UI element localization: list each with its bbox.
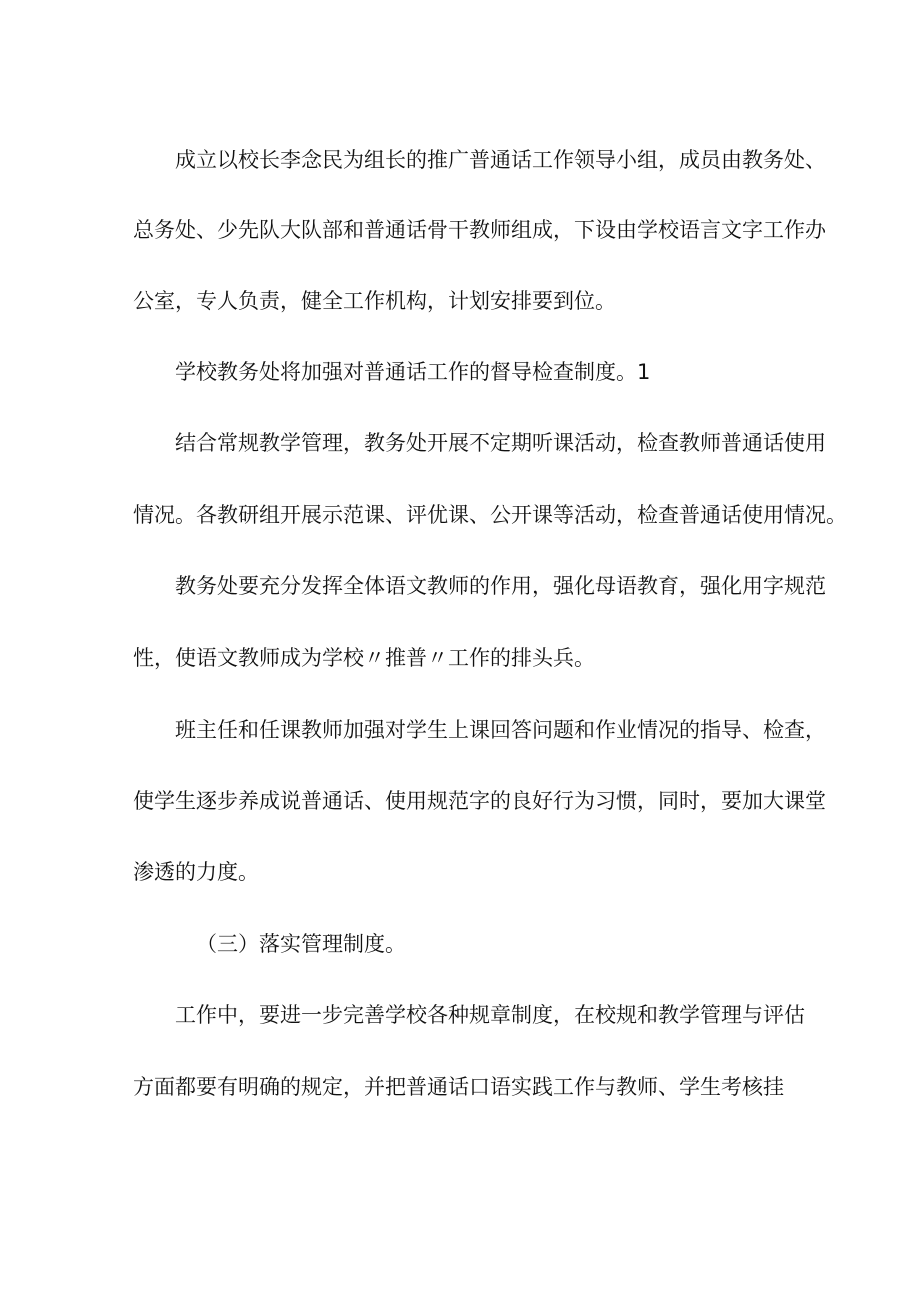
paragraph-line: 班主任和任课教师加强对学生上课回答问题和作业情况的指导、检查，: [175, 718, 826, 742]
paragraph-line: 使学生逐步养成说普通话、使用规范字的良好行为习惯，同时，要加大课堂: [133, 789, 826, 813]
paragraph-line: 总务处、少先队大队部和普通话骨干教师组成，下设由学校语言文字工作办: [133, 218, 826, 242]
section-heading: （三）落实管理制度。: [196, 932, 406, 956]
paragraph-line: 学校教务处将加强对普通话工作的督导检查制度。1: [175, 360, 651, 384]
paragraph-line: 成立以校长李念民为组长的推广普通话工作领导小组，成员由教务处、: [175, 148, 826, 172]
paragraph-line: 性，使语文教师成为学校〃推普〃工作的排头兵。: [133, 646, 595, 670]
paragraph-line: 渗透的力度。: [133, 860, 259, 884]
paragraph-line: 公室，专人负责，健全工作机构，计划安排要到位。: [133, 289, 616, 313]
paragraph-line: 工作中，要进一步完善学校各种规章制度，在校规和教学管理与评估: [175, 1003, 805, 1027]
paragraph-line: 教务处要充分发挥全体语文教师的作用，强化母语教育，强化用字规范: [175, 574, 826, 598]
paragraph-line: 情况。各教研组开展示范课、评优课、公开课等活动，检查普通话使用情况。: [133, 503, 847, 527]
paragraph-line: 结合常规教学管理，教务处开展不定期听课活动，检查教师普通话使用: [175, 431, 826, 455]
paragraph-line: 方面都要有明确的规定，并把普通话口语实践工作与教师、学生考核挂: [133, 1075, 784, 1099]
